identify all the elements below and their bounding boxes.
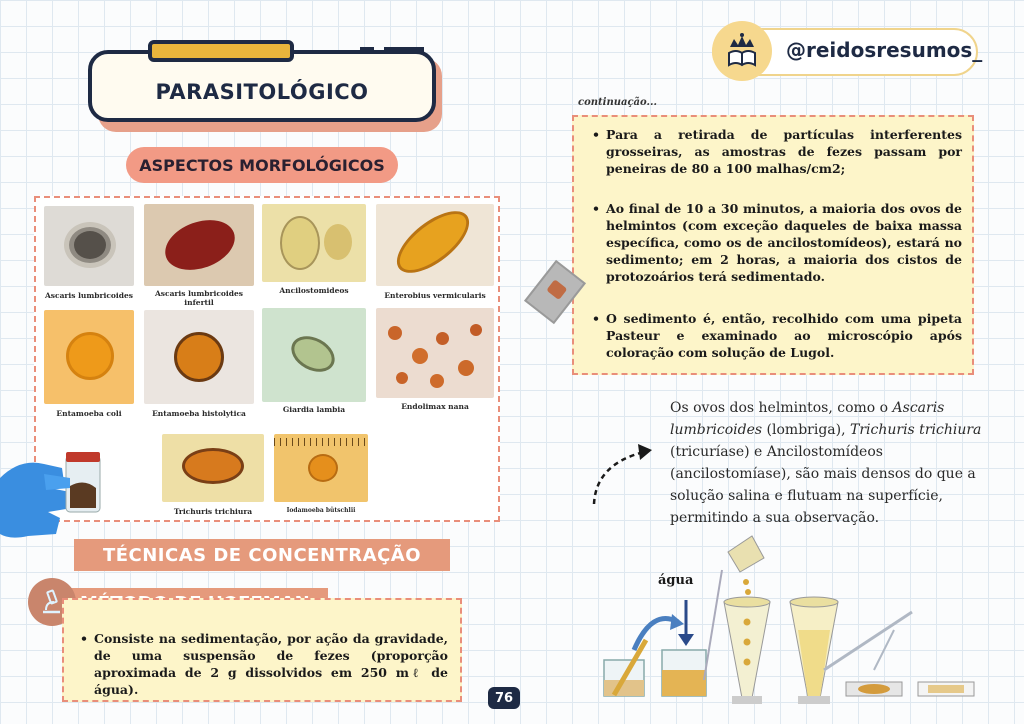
section-title-tecnicas: TÉCNICAS DE CONCENTRAÇÃO: [74, 539, 450, 571]
specimen-image-trichuris: [162, 434, 264, 502]
title-dash-decoration: [360, 47, 374, 52]
continuation-bullet: • Para a retirada de partículas interferentes grosseiras, as amostras de fezes passam por peneiras de 80 a 100 malhas/cm2;: [606, 126, 962, 177]
specimen-label: Ascaris lumbricoides infertil: [154, 289, 244, 307]
specimen-label: Endolimax nana: [401, 402, 469, 411]
continuation-label: continuação...: [578, 97, 657, 108]
section-title-aspectos: ASPECTOS MORFOLÓGICOS: [126, 147, 398, 183]
specimen-image-ascaris: [44, 206, 134, 286]
continuation-bullet: • Ao final de 10 a 30 minutos, a maioria dos ovos de helmintos (com exceção daqueles de baixa massa específica, como os de ancilostomídeos), estará no sedimento; em 2 horas, a maioria dos cistos de protozoários terá sedimentado.: [606, 200, 962, 285]
continuation-bullet: • O sedimento é, então, recolhido com uma pipeta Pasteur e examinado ao microscópio após coloração com solução de Lugol.: [606, 310, 962, 361]
specimen-label: Trichuris trichiura: [173, 507, 253, 516]
description-text: (tricuríase) e Ancilostomídeos (ancilostomíase), são mais densos do que a solução salina e flutuam na superfície, permitindo a sua observação.: [670, 444, 976, 526]
sedimentation-procedure-illustration: [594, 530, 994, 710]
specimen-image-giardia: [262, 308, 366, 402]
specimen-label: Giardia lambia: [282, 405, 346, 414]
specimen-label: Entamoeba histolytica: [152, 409, 246, 418]
specimen-label: Iodamoeba bütschlii: [286, 507, 356, 514]
title-tab-decoration: [148, 40, 294, 62]
specimen-image-entamoeba-histolytica: [144, 310, 254, 404]
specimen-image-ancilostomideos: [262, 204, 366, 282]
crown-book-icon: [712, 21, 772, 81]
water-label: água: [658, 573, 694, 588]
hoffman-bullet: • Consiste na sedimentação, por ação da gravidade, de uma suspensão de fezes (proporção aproximada de 2 g dissolvidos em 250 mℓ de água).: [94, 630, 448, 698]
specimen-image-ascaris-infertil: [144, 204, 254, 286]
curved-arrow-icon: [586, 440, 666, 510]
title-dash-decoration: [384, 47, 424, 52]
specimen-label: Ancilostomideos: [279, 286, 349, 295]
specimen-image-endolimax: [376, 308, 494, 398]
description-italic: Ascaris lumbricoides: [670, 400, 945, 438]
brand-handle: @reidosresumos_: [786, 38, 983, 62]
page-number: 76: [488, 687, 520, 709]
description-italic: Trichuris trichiura: [850, 422, 982, 438]
density-description: [670, 397, 994, 529]
specimen-image-iodamoeba: [274, 434, 368, 502]
specimen-label: Entamoeba coli: [56, 409, 122, 418]
specimen-image-enterobius: [376, 204, 494, 286]
specimen-label: Ascaris lumbricoides: [44, 291, 134, 300]
description-text: Os ovos dos helmintos, como o: [670, 400, 893, 416]
specimen-label: Enterobius vermicularis: [384, 291, 486, 300]
page-title: PARASITOLÓGICO: [155, 80, 369, 104]
description-text: (lombriga),: [762, 422, 850, 438]
specimen-image-entamoeba-coli: [44, 310, 134, 404]
